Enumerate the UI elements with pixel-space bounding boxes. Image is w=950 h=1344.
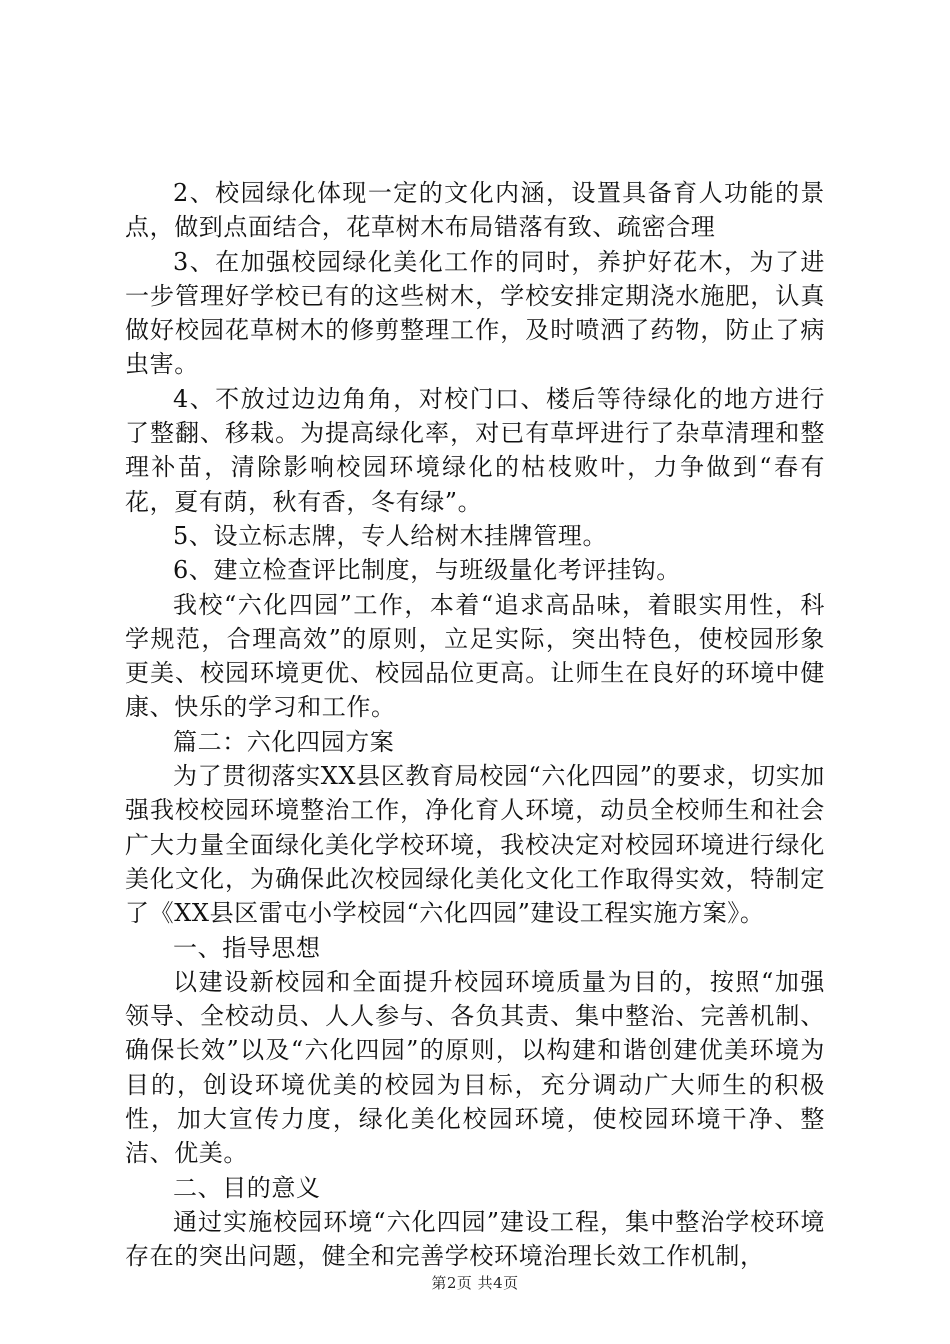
- paragraph-purpose: 通过实施校园环境“六化四园”建设工程，集中整治学校环境存在的突出问题，健全和完善学校环境治理长效工作机制，: [125, 1207, 825, 1271]
- section-heading-part-two: 篇二：六化四园方案: [173, 727, 395, 756]
- paragraph-summary: 我校“六化四园”工作，本着“追求高品味，着眼实用性，科学规范，合理高效”的原则，立足实际，突出特色，使校园形象更美、校园环境更优、校园品位更高。让师生在良好的环境中健康、快乐的学习和工作。: [125, 590, 825, 722]
- paragraph-intro: 为了贯彻落实XX县区教育局校园“六化四园”的要求，切实加强我校校园环境整治工作，净化育人环境，动员全校师生和社会广大力量全面绿化美化学校环境，我校决定对校园环境进行绿化美化文化，为确保此次校园绿化美化文化工作取得实效，特制定了《XX县区雷屯小学校园“六化四园”建设工程实施方案》。: [125, 762, 825, 928]
- paragraph-item-5: 5、设立标志牌，专人给树木挂牌管理。: [173, 521, 608, 550]
- paragraph-item-4: 4、不放过边边角角，对校门口、楼后等待绿化的地方进行了整翻、移栽。为提高绿化率，对已有草坪进行了杂草清理和整理补苗，清除影响校园环境绿化的枯枝败叶，力争做到“春有花，夏有荫，秋有香，冬有绿”。: [125, 384, 825, 516]
- paragraph-item-2: 2、校园绿化体现一定的文化内涵，设置具备育人功能的景点，做到点面结合，花草树木布局错落有致、疏密合理: [125, 179, 825, 242]
- paragraph-item-6: 6、建立检查评比制度，与班级量化考评挂钩。: [173, 556, 681, 585]
- document-body: [125, 176, 825, 1274]
- section-heading-guiding-thought: 一、指导思想: [173, 933, 321, 962]
- section-heading-purpose: 二、目的意义: [173, 1173, 321, 1202]
- paragraph-guiding-thought: 以建设新校园和全面提升校园环境质量为目的，按照“加强领导、全校动员、人人参与、各负其责、集中整治、完善机制、确保长效”以及“六化四园”的原则，以构建和谐创建优美环境为目的，创设环境优美的校园为目标，充分调动广大师生的积极性，加大宣传力度，绿化美化校园环境，使校园环境干净、整洁、优美。: [125, 967, 825, 1168]
- paragraph-item-3: 3、在加强校园绿化美化工作的同时，养护好花木，为了进一步管理好学校已有的这些树木，学校安排定期浇水施肥，认真做好校园花草树木的修剪整理工作，及时喷洒了药物，防止了病虫害。: [125, 247, 825, 379]
- page-number-footer: 第2页 共4页: [431, 1274, 519, 1292]
